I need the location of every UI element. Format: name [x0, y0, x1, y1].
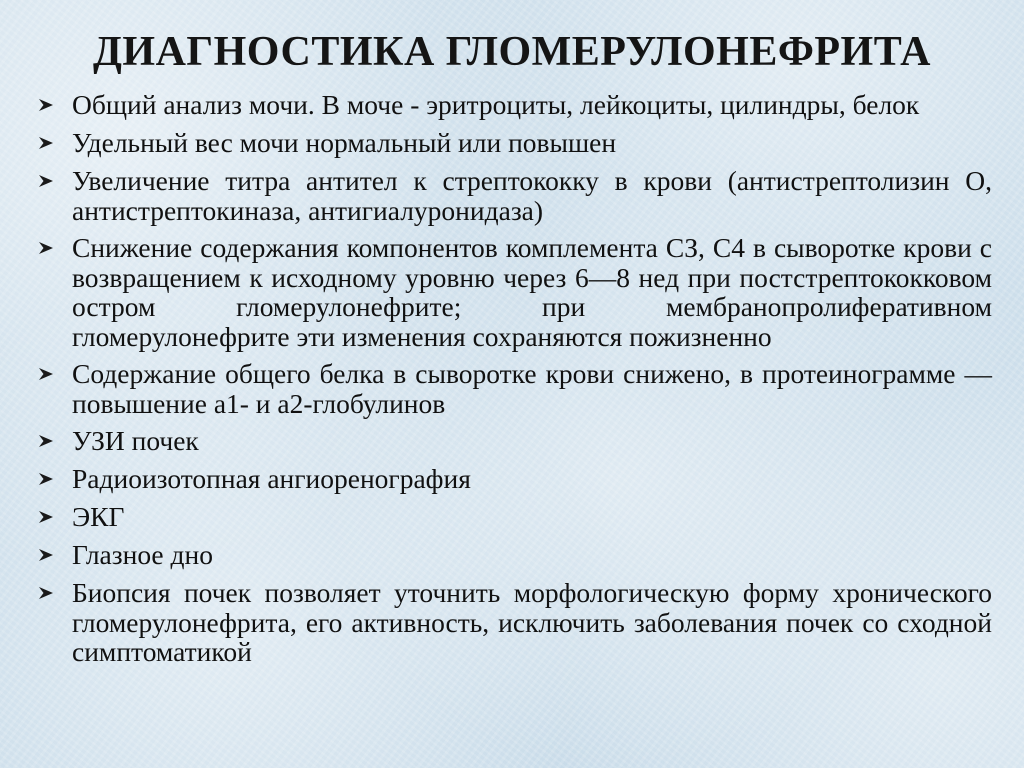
- list-item: [38, 540, 992, 570]
- list-item-text: Общий анализ мочи. В моче - эритроциты, лейкоциты, цилиндры, белок: [72, 89, 920, 120]
- list-item-text: Содержание общего белка в сыворотке крови снижено, в протеинограмме — повышение а1- и а2-глобулинов: [72, 358, 992, 419]
- arrowhead-bullet-icon: [38, 128, 72, 158]
- list-item: [38, 359, 992, 418]
- list-item-text: Радиоизотопная ангиореногpафия: [72, 463, 471, 494]
- list-item-text: Снижение содержания компонентов комплемента СЗ, С4 в сыворотке крови с возвращением к исходному уровню через 6—8 нед при постстрептококковом остром гломерулонефрите; при мембранопролиферативном гломерулонефрите эти изменения сохраняются пожизненно: [72, 232, 992, 352]
- arrowhead-bullet-icon: [38, 233, 72, 263]
- arrowhead-bullet-icon: [38, 90, 72, 120]
- list-item-text: Увеличение титра антител к стрептококку в крови (антистрептолизин О, антистрептокиназа, антигиалуронидаза): [72, 165, 992, 226]
- arrowhead-bullet-icon: [38, 502, 72, 532]
- list-item: [38, 128, 992, 158]
- slide-title: ДИАГНОСТИКА ГЛОМЕРУЛОНЕФРИТА: [93, 29, 931, 75]
- list-item-text: Биопсия почек позволяет уточнить морфологическую форму хронического гломерулонефрита, его активность, исключить заболевания почек со сходной симптоматикой: [72, 577, 992, 667]
- list-item: [38, 578, 992, 667]
- list-item: [38, 90, 992, 120]
- arrowhead-bullet-icon: [38, 166, 72, 196]
- arrowhead-bullet-icon: [38, 540, 72, 570]
- list-item: [38, 166, 992, 225]
- list-item: [38, 426, 992, 456]
- list-item: [38, 502, 992, 532]
- list-item-text: УЗИ почек: [72, 425, 199, 456]
- list-item: [38, 464, 992, 494]
- arrowhead-bullet-icon: [38, 426, 72, 456]
- arrowhead-bullet-icon: [38, 578, 72, 608]
- list-item: [38, 233, 992, 351]
- arrowhead-bullet-icon: [38, 359, 72, 389]
- diagnostics-list: [38, 90, 992, 675]
- list-item-text: Удельный вес мочи нормальный или повышен: [72, 127, 617, 158]
- list-item-text: Глазное дно: [72, 539, 213, 570]
- arrowhead-bullet-icon: [38, 464, 72, 494]
- list-item-text: ЭКГ: [72, 501, 125, 532]
